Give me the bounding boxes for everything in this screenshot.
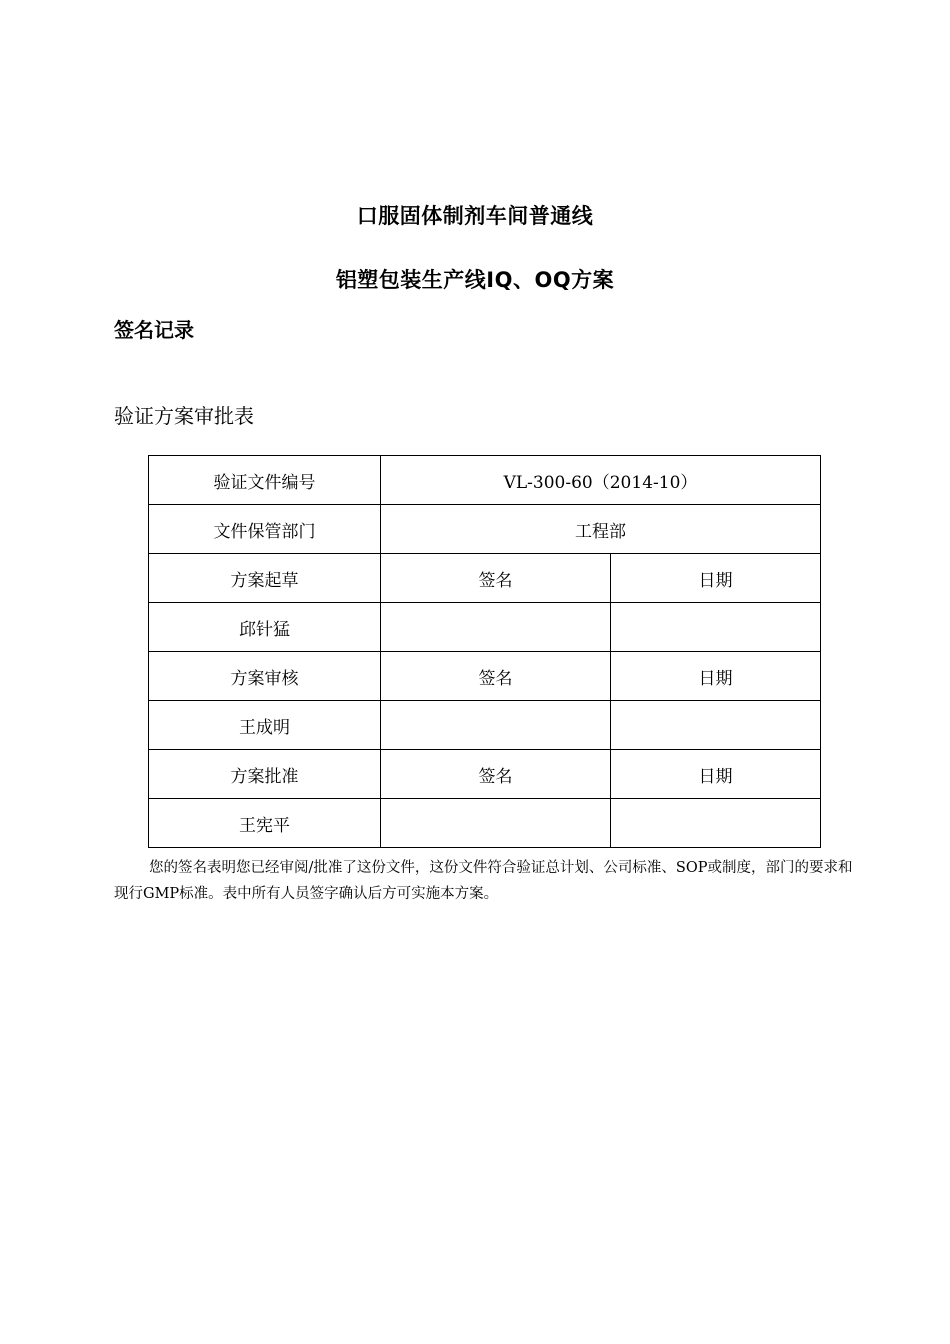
approve-person-row (149, 799, 821, 848)
draft-signature-field[interactable] (381, 603, 611, 652)
draft-sign-label: 签名 (381, 554, 611, 603)
review-sign-label: 签名 (381, 652, 611, 701)
draft-header-row (149, 554, 821, 603)
review-person-name: 王成明 (149, 701, 381, 750)
review-person-row (149, 701, 821, 750)
review-date-field[interactable] (611, 701, 821, 750)
dept-label: 文件保管部门 (149, 505, 381, 554)
section-heading: 签名记录 (114, 318, 194, 342)
doc-number-label: 验证文件编号 (149, 456, 381, 505)
approve-sign-label: 签名 (381, 750, 611, 799)
draft-person-name: 邱针猛 (149, 603, 381, 652)
doc-number-row (149, 456, 821, 505)
dept-row (149, 505, 821, 554)
approve-person-name: 王宪平 (149, 799, 381, 848)
approve-date-label: 日期 (611, 750, 821, 799)
document-title-line-1: 口服固体制剂车间普通线 (356, 204, 594, 228)
signature-note: 您的签名表明您已经审阅/批准了这份文件，这份文件符合验证总计划、公司标准、SOP或制度，部门的要求和现行GMP标准。表中所有人员签字确认后方可实施本方案。 (114, 860, 853, 902)
review-signature-field[interactable] (381, 701, 611, 750)
dept-value: 工程部 (381, 505, 821, 554)
review-date-label: 日期 (611, 652, 821, 701)
approve-signature-field[interactable] (381, 799, 611, 848)
approve-header-row (149, 750, 821, 799)
draft-person-row (149, 603, 821, 652)
document-title-line-2: 铝塑包装生产线IQ、OQ方案 (335, 268, 615, 292)
draft-role-label: 方案起草 (149, 554, 381, 603)
approval-table (148, 455, 821, 848)
doc-number-value: VL-300-60（2014-10） (381, 456, 821, 505)
review-role-label: 方案审核 (149, 652, 381, 701)
approve-date-field[interactable] (611, 799, 821, 848)
approve-role-label: 方案批准 (149, 750, 381, 799)
review-header-row (149, 652, 821, 701)
draft-date-label: 日期 (611, 554, 821, 603)
draft-date-field[interactable] (611, 603, 821, 652)
table-caption: 验证方案审批表 (114, 404, 254, 428)
